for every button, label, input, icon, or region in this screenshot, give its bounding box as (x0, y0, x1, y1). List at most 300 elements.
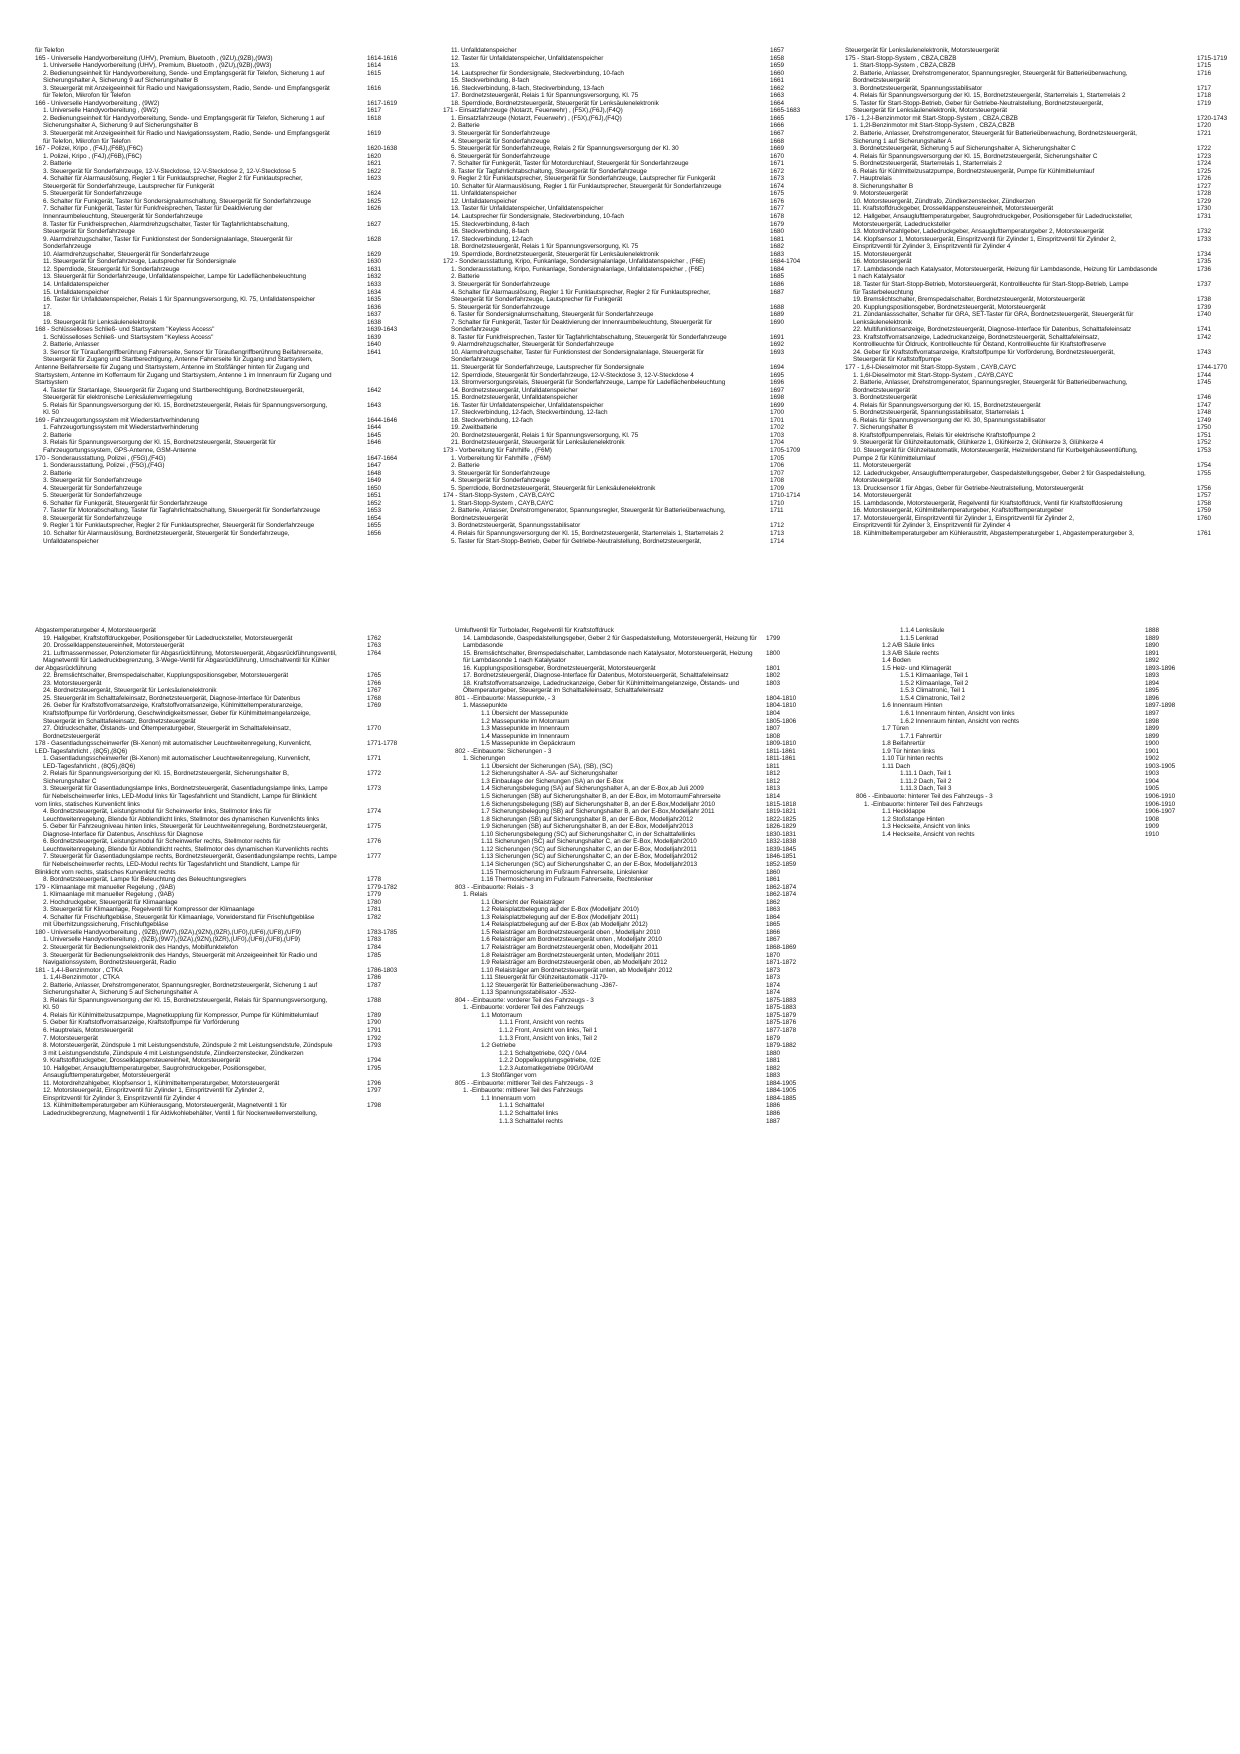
toc-entry-page: 1746 (1197, 394, 1212, 402)
toc-entry (35, 281, 415, 289)
toc-entry (443, 455, 818, 463)
toc-entry (845, 522, 1240, 530)
toc-entry-page: 1870 (766, 951, 781, 959)
toc-entry-text: 181 - 1,4-l-Benzinmotor , CTKA (35, 966, 123, 974)
toc-entry-text: LED-Tagesfahrlicht , (8Q5),(8Q6) (35, 747, 128, 755)
toc-entry-text: 17. Bordnetzsteuergerät, Relais 1 für Spannungsversorgung, Kl. 75 (451, 92, 639, 100)
toc-entry (35, 432, 415, 440)
toc-entry-text: 802 - -Einbauorte: Sicherungen - 3 (455, 747, 552, 755)
toc-entry (856, 740, 1193, 748)
toc-entry (443, 477, 818, 485)
toc-entry-page: 1667 (770, 130, 785, 138)
toc-entry (856, 710, 1193, 718)
toc-entry (35, 326, 415, 334)
toc-entry-page: 1735 (1197, 258, 1212, 266)
toc-entry-page: 1783-1785 (367, 928, 398, 936)
toc-entry-text: 1.11.3 Dach, Teil 3 (900, 785, 952, 793)
toc-entry-text: 22. Bremslichtschalter, Bremspedalschalter, Kupplungspositionsgeber, Motorsteuergerät (43, 672, 289, 680)
toc-entry (455, 816, 814, 824)
toc-entry-page: 1846-1851 (766, 853, 797, 861)
toc-entry (856, 672, 1193, 680)
toc-entry-text: 14. Unfalldatenspeicher (43, 280, 109, 288)
toc-entry (845, 266, 1240, 274)
toc-entry (455, 906, 814, 914)
toc-entry (455, 1080, 814, 1088)
toc-entry-page: 1881 (766, 1057, 781, 1065)
toc-entry-page: 1880 (766, 1049, 781, 1057)
toc-entry (443, 145, 818, 153)
toc-entry-page: 1668 (770, 137, 785, 145)
toc-entry (443, 447, 818, 455)
toc-entry-page: 1875-1883 (766, 1004, 797, 1012)
toc-entry (443, 62, 818, 70)
toc-entry-page: 1894 (1145, 679, 1160, 687)
toc-entry (35, 635, 415, 643)
toc-entry-page: 1906-1910 (1145, 800, 1176, 808)
toc-entry (845, 258, 1240, 266)
toc-entry-page: 1910 (1145, 830, 1160, 838)
toc-entry (455, 1019, 814, 1027)
toc-entry-page: 1882 (766, 1064, 781, 1072)
toc-entry-page: 1863 (766, 906, 781, 914)
toc-entry (35, 899, 415, 907)
toc-entry (35, 838, 415, 846)
toc-entry-text: Kontrollleuchte für Öldruck, Kontrollleuchte für Ölstand, Kontrollleuchte für Kraftstoffreserve (853, 341, 1107, 349)
toc-entry-page: 1809-1810 (766, 740, 797, 748)
toc-entry (443, 289, 818, 297)
toc-entry (455, 884, 814, 892)
toc-entry (455, 748, 814, 756)
toc-entry-text: 1.2.2 Doppelkupplungsgetriebe, 02E (499, 1057, 601, 1065)
toc-entry-text: 3. Steuergerät für Klimaanlage, Regelventil für Kompressor der Klimaanlage (43, 906, 255, 914)
toc-entry-page: 1903-1905 (1145, 762, 1176, 770)
toc-entry-text: 3 mit Leistungsendstufe, Zündspule 4 mit Leistungsendstufe, Zündkerzenstecker, Zündkerzen (43, 1049, 304, 1057)
toc-entry (455, 718, 814, 726)
toc-entry-text: 166 - Universelle Handyvorbereitung , (9W2) (35, 99, 160, 107)
toc-entry-text: Blinklicht vorn rechts, statisches Kurvenlicht rechts (35, 868, 176, 876)
toc-entry-page: 1708 (770, 477, 785, 485)
toc-entry-text: 168 - Schlüsselloses Schließ- und Startsystem "Keyless Access" (35, 326, 215, 334)
toc-entry-text: 8. Taster für Funkfreisprechen, Taster für Tagfahrlichtabschaltung, Steuergerät für Sonderfahrzeuge (451, 333, 727, 341)
toc-entry (845, 122, 1240, 130)
toc-entry (845, 485, 1240, 493)
toc-entry (856, 665, 1193, 673)
toc-entry-page: 1620 (367, 152, 382, 160)
toc-entry (35, 319, 415, 327)
toc-entry (856, 718, 1193, 726)
toc-entry-text: Kl. 50 (43, 409, 60, 417)
toc-entry (443, 522, 818, 530)
toc-entry-page: 1884-1885 (766, 1094, 797, 1102)
toc-entry (443, 439, 818, 447)
toc-entry-text: 1. Einsatzfahrzeuge (Notarzt, Feuerwehr) , (F5X),(F6J),(F4Q) (451, 114, 622, 122)
toc-entry (455, 801, 814, 809)
toc-entry (35, 205, 415, 213)
toc-entry (35, 650, 415, 658)
toc-entry-text: 14. Motorsteuergerät (853, 492, 912, 500)
toc-entry-page: 1771 (367, 755, 382, 763)
toc-entry (845, 130, 1240, 138)
toc-entry-page: 1748 (1197, 409, 1212, 417)
toc-entry-page: 1623 (367, 175, 382, 183)
toc-entry (35, 1072, 415, 1080)
toc-entry-page: 1811-1861 (766, 755, 796, 763)
toc-entry-text: 1. Sonderausstattung, Polizei , (F5G),(F4G) (43, 462, 165, 470)
toc-entry (443, 492, 818, 500)
toc-entry (845, 198, 1240, 206)
toc-entry (35, 748, 415, 756)
toc-entry-text: Kraftstoffpumpe für Vorförderung, Geschwindigkeitsmesser, Geber für Kühlmittelmangelanzeige, (43, 710, 311, 718)
toc-entry (845, 500, 1240, 508)
toc-entry-text: 1.7.1 Fahrertür (900, 732, 942, 740)
toc-entry (35, 785, 415, 793)
toc-entry-page: 1715-1719 (1197, 54, 1228, 62)
toc-entry (35, 869, 415, 877)
toc-entry-text: 1.4 Sicherungsbelegung (SA) auf Sicherungshalter A, an der E-Box,ab Juli 2009 (481, 785, 704, 793)
toc-entry (845, 409, 1240, 417)
toc-entry-page: 1777 (367, 853, 382, 861)
toc-entry (455, 974, 814, 982)
toc-entry-page: 1717 (1197, 84, 1212, 92)
toc-entry-page: 1688 (770, 303, 785, 311)
toc-entry-text: Navigationssystem, Bordnetzsteuergerät, Radio (43, 959, 177, 967)
toc-entry-page: 1862-1874 (766, 891, 797, 899)
toc-entry-page: 1864 (766, 913, 781, 921)
toc-entry (35, 853, 415, 861)
toc-entry-page: 1617-1619 (367, 99, 398, 107)
toc-entry-text: Unfalldatenspeicher (43, 537, 99, 545)
toc-entry-page: 1892 (1145, 657, 1160, 665)
toc-entry (443, 334, 818, 342)
toc-entry-text: 1.9 Tür hinten links (882, 747, 935, 755)
toc-entry-page: 1737 (1197, 280, 1212, 288)
toc-entry (845, 183, 1240, 191)
toc-entry-text: Steuergerät für Lenksäulenelektronik, Motorsteuergerät (853, 107, 1007, 115)
toc-entry-text: 12. Ladedruckgeber, Ansauglufttemperaturgeber, Gaspedalstellungsgeber, Geber 2 für Gaspedalstellung, (853, 469, 1146, 477)
toc-entry-text: 1. -Einbauorte: vorderer Teil des Fahrzeugs (463, 1004, 584, 1012)
toc-entry-page: 1730 (1197, 205, 1212, 213)
toc-entry (35, 982, 415, 990)
toc-entry-page: 1662 (770, 84, 785, 92)
toc-entry-text: 4. Steuergerät für Sonderfahrzeuge (451, 477, 550, 485)
toc-entry-page: 1618 (367, 114, 382, 122)
toc-entry-page: 1759 (1197, 507, 1212, 515)
toc-entry (845, 213, 1240, 221)
toc-entry-page: 1634 (367, 288, 382, 296)
toc-entry-text: 7. Schalter für Funkgerät, Taster für Funkfreisprechen, Taster für Deaktivierung der (43, 205, 273, 213)
toc-entry-page: 1785 (367, 951, 382, 959)
toc-entry (35, 122, 415, 130)
toc-entry-page: 1723 (1197, 152, 1212, 160)
toc-entry-text: 5. Relais für Spannungsversorgung der Kl. 15, Bordnetzsteuergerät, Relais für Spannungsversorgung, (43, 401, 328, 409)
toc-entry-text: 176 - 1,2-l-Benzinmotor mit Start-Stopp-System , CBZA,CBZB (845, 114, 1018, 122)
toc-entry (455, 627, 814, 635)
toc-entry (856, 687, 1193, 695)
toc-entry-page: 1804-1810 (766, 694, 797, 702)
toc-entry (455, 1012, 814, 1020)
toc-entry-page: 1684-1704 (770, 258, 801, 266)
toc-entry-page: 1788 (367, 996, 382, 1004)
toc-entry (845, 424, 1240, 432)
toc-entry-page: 1720-1743 (1197, 114, 1228, 122)
toc-entry-page: 1744-1770 (1197, 363, 1228, 371)
toc-entry (856, 650, 1193, 658)
toc-entry-page: 1726 (1197, 175, 1212, 183)
toc-entry (845, 432, 1240, 440)
toc-entry (35, 175, 415, 183)
toc-entry (845, 470, 1240, 478)
toc-entry-text: 3. Bordnetzsteuergerät, Sicherung 5 auf Sicherungshalter A, Sicherungshalter C (853, 145, 1076, 153)
toc-entry (443, 168, 818, 176)
toc-entry-text: 1.3 Einbaulage der Sicherungen (SA) an der E-Box (481, 777, 624, 785)
toc-entry (443, 107, 818, 115)
toc-entry (35, 1057, 415, 1065)
toc-entry-text: 5. Bordnetzsteuergerät, Starterrelais 1, Starterrelais 2 (853, 160, 1002, 168)
toc-entry-page: 1865 (766, 921, 781, 929)
toc-entry-text: 18. Sperrdiode, Bordnetzsteuergerät, Steuergerät für Lenksäulenelektronik (451, 99, 659, 107)
toc-entry (35, 273, 415, 281)
toc-entry-text: mit Überhitzungssicherung, Frischluftgebläse (43, 921, 169, 929)
toc-entry (443, 205, 818, 213)
toc-entry-text: 3. Steuergerät für Sonderfahrzeuge (451, 130, 550, 138)
toc-entry (35, 115, 415, 123)
toc-entry-text: 2. Batterie, Anlasser, Drehstromgenerator, Spannungsregler, Bordnetzsteuergerät, Sicherung 1 auf (43, 981, 318, 989)
toc-entry (35, 447, 415, 455)
toc-entry-text: 6. Steuergerät für Sonderfahrzeuge (451, 152, 550, 160)
toc-entry (845, 379, 1240, 387)
toc-entry (35, 823, 415, 831)
toc-entry (455, 710, 814, 718)
toc-entry-page: 1701 (770, 416, 785, 424)
toc-entry-text: 6. Relais für Spannungsversorgung der Kl. 30, Spannungsstabilisator (853, 416, 1046, 424)
toc-entry-page: 1711 (770, 507, 784, 515)
toc-entry-text: Umluftventil für Turbolader, Regelventil für Kraftstoffdruck (455, 627, 614, 634)
toc-entry-page: 1680 (770, 228, 785, 236)
toc-entry (443, 485, 818, 493)
toc-entry-text: 3. Bordnetzsteuergerät, Spannungsstabilisator (451, 522, 581, 530)
toc-entry-text: 4. Schalter für Alarmauslösung, Regler 1 für Funklautsprecher, Regler 2 für Funklautsprecher, (43, 175, 303, 183)
toc-entry (856, 733, 1193, 741)
toc-entry (35, 733, 415, 741)
toc-entry (35, 1087, 415, 1095)
toc-entry-text: Steuergerät im Schalttafeleinsatz, Bordnetzsteuergerät (43, 717, 196, 725)
toc-entry-text: 12. Sperrdiode, Steuergerät für Sonderfahrzeuge, 12-V-Steckdose 3, 12-V-Steckdose 4 (451, 371, 694, 379)
toc-entry-page: 1705 (770, 454, 785, 462)
toc-entry-page: 1651 (367, 492, 382, 500)
toc-entry-text: Steuergerät für Kraftstoffpumpe (853, 356, 941, 364)
toc-entry (35, 77, 415, 85)
toc-entry-text: 3. Steuergerät für Sonderfahrzeuge, 12-V-Steckdose, 12-V-Steckdose 2, 12-V-Steckdose 5 (43, 167, 296, 175)
toc-entry (35, 190, 415, 198)
toc-entry-page: 1790 (367, 1019, 382, 1027)
toc-entry-text: Steuergerät für elektronische Lenksäulenverriegelung (43, 394, 193, 402)
toc-entry-text: 1.2 Sicherungshalter A -SA- auf Sicherungshalter (481, 770, 618, 778)
toc-entry-text: 171 - Einsatzfahrzeuge (Notarzt, Feuerwehr) , (F5X),(F6J),(F4Q) (443, 107, 623, 115)
toc-entry-text: 5. Steuergerät für Sonderfahrzeuge (451, 303, 550, 311)
toc-entry (845, 190, 1240, 198)
toc-entry-page: 1801 (766, 664, 781, 672)
toc-entry (845, 62, 1240, 70)
toc-entry (845, 115, 1240, 123)
toc-entry-text: 21. Bordnetzsteuergerät, Steuergerät für Lenksäulenelektronik (451, 439, 625, 447)
toc-entry-text: 1.3 Relaisplatzbelegung auf der E-Box (Modelljahr 2011) (481, 913, 639, 921)
toc-entry-page: 1629 (367, 250, 382, 258)
toc-entry (856, 680, 1193, 688)
toc-entry (35, 1004, 415, 1012)
toc-entry-text: Ansauglufttemperaturgeber, Motorsteuergerät (43, 1072, 171, 1080)
toc-entry-text: 7. Sicherungshalter B (853, 424, 914, 432)
toc-entry-text: 3. Steuergerät für Sonderfahrzeuge (451, 469, 550, 477)
toc-entry-page: 1862-1874 (766, 883, 797, 891)
toc-entry-page: 1764 (367, 649, 382, 657)
toc-entry-text: 169 - Fahrzeugortungssystem mit Wiederstartverhinderung (35, 416, 200, 424)
toc-entry-page: 1714 (770, 537, 785, 545)
toc-entry (35, 55, 415, 63)
toc-entry (845, 455, 1240, 463)
toc-entry (455, 869, 814, 877)
toc-column-bottom-middle (455, 627, 814, 1125)
toc-entry-text: 1.6 Innenraum Hinten (882, 702, 943, 710)
toc-entry (856, 695, 1193, 703)
toc-entry-text: 1. Massepunkte (463, 702, 508, 710)
toc-entry (35, 515, 415, 523)
toc-entry (443, 115, 818, 123)
toc-entry-text: 1.2 A/B Säule links (882, 642, 935, 650)
toc-entry (35, 770, 415, 778)
toc-entry (35, 70, 415, 78)
toc-entry (856, 770, 1193, 778)
toc-entry (455, 899, 814, 907)
toc-entry-text: 3. Steuergerät für Sonderfahrzeuge (43, 477, 142, 485)
toc-entry-text: 16. Steckverbindung, 8-fach, Steckverbindung, 13-fach (451, 84, 604, 92)
toc-entry-page: 1883 (766, 1072, 781, 1080)
toc-entry-text: 13. (451, 62, 460, 70)
toc-entry-text: 16. Motorsteuergerät (853, 258, 912, 266)
toc-entry-page: 1697 (770, 386, 785, 394)
toc-entry-text: 17. Bordnetzsteuergerät, Diagnose-Interface für Datenbus, Motorsteuergerät, Schalttafeleinsatz (463, 672, 729, 680)
toc-entry-text: 14. Lautsprecher für Sondersignale, Steckverbindung, 10-fach (451, 69, 624, 77)
toc-entry-page: 1670 (770, 152, 785, 160)
toc-entry (455, 733, 814, 741)
toc-entry-page: 1767 (367, 687, 382, 695)
toc-entry-page: 1633 (367, 280, 382, 288)
toc-entry (845, 417, 1240, 425)
toc-entry (856, 808, 1193, 816)
toc-entry-text: Steuergerät für Sonderfahrzeuge, Lautsprecher für Funkgerät (451, 296, 623, 304)
toc-entry-text: 18. Steckverbindung, 12-fach (451, 416, 533, 424)
toc-entry-text: 5. Taster für Start-Stopp-Betrieb, Geber für Getriebe-Neutralstellung, Bordnetzsteuergerät, (853, 99, 1104, 107)
toc-entry-text: 1.1.1 Front, Ansicht von rechts (499, 1019, 584, 1027)
toc-entry (845, 492, 1240, 500)
toc-entry-text: 11. Motorsteuergerät (853, 462, 911, 470)
toc-entry-page: 1741 (1197, 326, 1212, 334)
toc-entry-text: 1. Sicherungen (463, 755, 506, 763)
toc-entry (35, 642, 415, 650)
toc-entry-page: 1898 (1145, 717, 1160, 725)
toc-entry-page: 1879-1882 (766, 1042, 797, 1050)
toc-entry-text: 13. Motordrehzahlgeber, Ladedruckgeber, Ansauglufttemperaturgeber 2, Motorsteuergerät (853, 228, 1104, 236)
toc-entry-page: 1710-1714 (770, 492, 801, 500)
toc-entry (443, 70, 818, 78)
toc-entry (856, 831, 1193, 839)
toc-entry-text: Einspritzventil für Zylinder 3, Einspritzventil für Zylinder 4 (43, 1094, 201, 1102)
toc-entry (455, 1057, 814, 1065)
toc-entry-text: Leuchtweitenregelung, Blende für Abblendlicht rechts, Stellmotor des dynamischen Kurvenlichts rechts (43, 845, 329, 853)
toc-entry (35, 1065, 415, 1073)
toc-entry-page: 1718 (1197, 92, 1212, 100)
toc-entry (35, 530, 415, 538)
toc-entry (443, 372, 818, 380)
toc-entry (845, 281, 1240, 289)
toc-entry-page: 1893 (1145, 672, 1160, 680)
toc-entry (35, 1110, 415, 1118)
toc-entry-text: Magnetventil für Ladedruckbegrenzung, 3-Wege-Ventil für Abgasrückführung, Umschaltventil für Kühler (43, 657, 330, 665)
toc-entry (35, 477, 415, 485)
toc-entry-page: 1781 (367, 906, 382, 914)
toc-entry (443, 538, 818, 546)
toc-entry-text: 1.11 Sicherungen (SC) auf Sicherungshalter C, an der E-Box, Modelljahr2010 (481, 838, 697, 846)
toc-entry-page: 1675 (770, 190, 785, 198)
toc-entry-page: 1889 (1145, 634, 1160, 642)
toc-entry-text: 4. Relais für Spannungsversorgung der Kl. 15, Bordnetzsteuergerät, Starterrelais 1, Starterrelais 2 (451, 530, 724, 537)
toc-entry (856, 642, 1193, 650)
toc-entry (443, 349, 818, 357)
toc-entry (845, 47, 1240, 55)
toc-entry (845, 394, 1240, 402)
toc-entry (455, 853, 814, 861)
toc-entry (35, 153, 415, 161)
toc-entry-text: 1.15 Thermosicherung im Fußraum Fahrerseite, Linkslenker (481, 868, 649, 876)
toc-entry-text: 2. Batterie, Anlasser (43, 341, 100, 349)
toc-entry-page: 1765 (367, 672, 382, 680)
toc-entry (35, 107, 415, 115)
toc-entry-text: 170 - Sonderausstattung, Polizei , (F5G),(F4G) (35, 454, 166, 462)
toc-entry-page: 1866 (766, 928, 781, 936)
toc-entry-page: 1784 (367, 943, 382, 951)
toc-entry-text: 1.3 Stoßfänger vorn (481, 1072, 537, 1080)
toc-entry-text: Antenne Beifahrerseite für Zugang und Startsystem, Antenne im Stoßfänger hinten für Zugang und (35, 363, 310, 371)
toc-entry-text: 10. Motorsteuergerät, Zündtrafo, Zündkerzenstecker, Zündkerzen (853, 197, 1035, 205)
toc-entry-page: 1903 (1145, 770, 1160, 778)
toc-entry-page: 1743 (1197, 348, 1212, 356)
toc-entry (443, 273, 818, 281)
toc-entry (35, 952, 415, 960)
toc-entry-text: 1.3 A/B Säule rechts (882, 649, 939, 657)
toc-entry-text: 1.3 Heckseite, Ansicht von links (882, 823, 970, 831)
toc-entry (35, 1080, 415, 1088)
toc-entry-page: 1647-1664 (367, 454, 398, 462)
toc-entry (443, 394, 818, 402)
toc-entry-text: Startsystem (35, 379, 69, 387)
toc-entry (455, 793, 814, 801)
toc-entry-text: 13. Steuergerät für Sonderfahrzeuge, Unfalldatenspeicher, Lampe für Ladeflächenbeleuchtung (43, 273, 307, 281)
toc-entry-text: 9. Alarmdrehzugschalter, Taster für Funktionstest der Sondersignalanlage, Steuergerät für (43, 235, 293, 243)
toc-entry (35, 311, 415, 319)
toc-entry (443, 432, 818, 440)
toc-entry (35, 816, 415, 824)
toc-entry (35, 349, 415, 357)
toc-entry (845, 100, 1240, 108)
toc-entry (443, 470, 818, 478)
toc-entry-text: 19. Zweitbatterie (451, 424, 498, 432)
toc-entry-text: 6. Schalter für Funkgerät, Steuergerät für Sonderfahrzeuge (43, 499, 208, 507)
toc-entry (443, 213, 818, 221)
toc-entry-text: 4. Schalter für Alarmauslösung, Regler 1 für Funklautsprecher, Regler 2 für Funklautsprecher, (451, 288, 711, 296)
toc-entry (455, 823, 814, 831)
toc-entry-page: 1725 (1197, 167, 1212, 175)
toc-entry (443, 507, 818, 515)
toc-entry-text: 1.11 Steuergerät für Glühzeitautomatik -J179- (481, 974, 608, 982)
